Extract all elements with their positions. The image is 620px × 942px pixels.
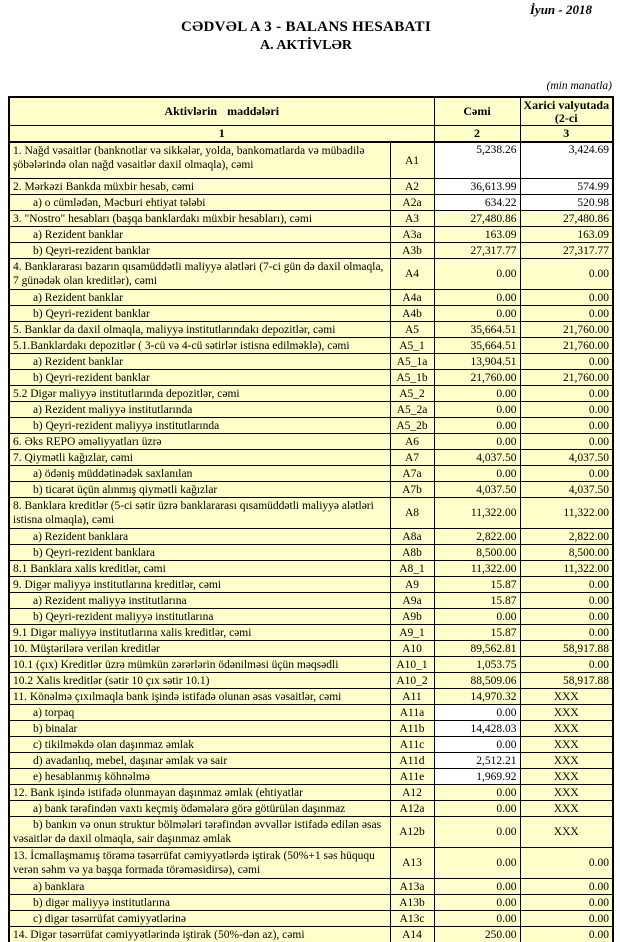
row-label: 7. Qiymətli kağızlar, cəmi <box>9 450 390 466</box>
row-foreign-currency-value: 0.00 <box>520 577 613 593</box>
table-row <box>9 370 613 386</box>
row-code: A13a <box>390 879 434 895</box>
row-total-value: 0.00 <box>434 418 520 434</box>
row-foreign-currency-value: 0.00 <box>520 848 613 879</box>
row-code: A8_1 <box>390 561 434 577</box>
row-total-value: 2,822.00 <box>434 529 520 545</box>
row-label: a) o cümlədən, Məcburi ehtiyat tələbi <box>9 195 390 211</box>
row-code: A3a <box>390 227 434 243</box>
row-total-value: 0.00 <box>434 817 520 848</box>
row-label: b) Qeyri-rezident maliyyə institutlarında <box>9 418 390 434</box>
row-label: a) Rezident maliyyə institutlarına <box>9 593 390 609</box>
row-foreign-currency-value: 0.00 <box>520 895 613 911</box>
row-label: 10.2 Xalis kreditlər (sətir 10 çıx sətir 10.1) <box>9 673 390 689</box>
row-total-value: 0.00 <box>434 290 520 306</box>
row-foreign-currency-value: 11,322.00 <box>520 498 613 529</box>
row-label: a) Rezident banklar <box>9 354 390 370</box>
row-total-value: 27,317.77 <box>434 243 520 259</box>
row-label: a) Rezident banklar <box>9 290 390 306</box>
row-foreign-currency-value: 11,322.00 <box>520 561 613 577</box>
row-label: a) Rezident banklara <box>9 529 390 545</box>
table-row <box>9 753 613 769</box>
row-code: A10_2 <box>390 673 434 689</box>
row-foreign-currency-value: 21,760.00 <box>520 370 613 386</box>
row-total-value: 5,238.26 <box>434 142 520 179</box>
row-foreign-currency-value: 3,424.69 <box>520 142 613 179</box>
table-row <box>9 322 613 338</box>
row-code: A9_1 <box>390 625 434 641</box>
table-row <box>9 593 613 609</box>
table-row <box>9 817 613 848</box>
row-label: a) banklara <box>9 879 390 895</box>
row-code: A13c <box>390 911 434 927</box>
row-label: 5. Banklar da daxil olmaqla, maliyyə institutlarındakı depozitlər, cəmi <box>9 322 390 338</box>
row-label: a) Rezident maliyyə institutlarında <box>9 402 390 418</box>
row-total-value: 0.00 <box>434 895 520 911</box>
row-foreign-currency-value: 0.00 <box>520 879 613 895</box>
row-label: a) torpaq <box>9 705 390 721</box>
row-code: A12a <box>390 801 434 817</box>
row-total-value: 88,509.06 <box>434 673 520 689</box>
row-total-value: 15.87 <box>434 625 520 641</box>
row-total-value: 35,664.51 <box>434 338 520 354</box>
row-label: 9. Digər maliyyə institutlarına kreditlər, cəmi <box>9 577 390 593</box>
row-label: 6. Əks REPO əməliyyatları üzrə <box>9 434 390 450</box>
table-row <box>9 418 613 434</box>
table-row <box>9 338 613 354</box>
table-row <box>9 498 613 529</box>
row-foreign-currency-value: 0.00 <box>520 418 613 434</box>
row-label: c) tikilməkdə olan daşınmaz əmlak <box>9 737 390 753</box>
row-foreign-currency-value: 27,317.77 <box>520 243 613 259</box>
row-code: A11a <box>390 705 434 721</box>
row-total-value: 0.00 <box>434 466 520 482</box>
row-total-value: 11,322.00 <box>434 561 520 577</box>
row-total-value: 0.00 <box>434 306 520 322</box>
row-label: a) Rezident banklar <box>9 227 390 243</box>
row-foreign-currency-value: 0.00 <box>520 259 613 290</box>
row-total-value: 0.00 <box>434 705 520 721</box>
row-total-value: 15.87 <box>434 577 520 593</box>
title-block <box>0 19 612 54</box>
row-label: 8. Banklara kreditlər (5-ci sətir üzrə banklararası qısamüddətli maliyyə alətləri istisna olmaqla), cəmi <box>9 498 390 529</box>
row-total-value: 1,053.75 <box>434 657 520 673</box>
row-label: b) bankın və onun struktur bölmələri tərəfindən əvvəllər istifadə edilən əsas vəsaitlər də daxil olmaqla, sair daşınmaz əmlak <box>9 817 390 848</box>
row-label: d) avadanlıq, mebel, daşınar əmlak və sair <box>9 753 390 769</box>
row-label: 12. Bank işində istifadə olunmayan daşınmaz əmlak (ehtiyatlar <box>9 785 390 801</box>
column-number-row <box>9 126 613 143</box>
table-header-row <box>9 97 613 126</box>
row-foreign-currency-value: 8,500.00 <box>520 545 613 561</box>
row-foreign-currency-value: 574.99 <box>520 179 613 195</box>
row-total-value: 8,500.00 <box>434 545 520 561</box>
row-total-value: 0.00 <box>434 848 520 879</box>
table-row <box>9 545 613 561</box>
row-code: A10 <box>390 641 434 657</box>
table-row <box>9 402 613 418</box>
row-code: A5_1b <box>390 370 434 386</box>
row-total-value: 0.00 <box>434 785 520 801</box>
table-row <box>9 705 613 721</box>
row-total-value: 13,904.51 <box>434 354 520 370</box>
row-label: b) Qeyri-rezident banklar <box>9 243 390 259</box>
row-label: 10.1 (çıx) Kreditlər üzrə mümkün zərərlərin ödənilməsi üçün məqsədli <box>9 657 390 673</box>
row-total-value: 14,428.03 <box>434 721 520 737</box>
row-foreign-currency-value: 2,822.00 <box>520 529 613 545</box>
row-foreign-currency-value: XXX <box>520 769 613 785</box>
header-total: Cəmi <box>434 97 520 126</box>
table-row <box>9 466 613 482</box>
row-code: A6 <box>390 434 434 450</box>
row-total-value: 0.00 <box>434 737 520 753</box>
row-label: 13. İcmallaşmamış törəmə təsərrüfat cəmiyyətlərdə iştirak (50%+1 səs hüququ verən səhm və ya başqa formada törəməsidirsə), cəmi <box>9 848 390 879</box>
row-total-value: 0.00 <box>434 386 520 402</box>
row-foreign-currency-value: XXX <box>520 801 613 817</box>
table-row <box>9 195 613 211</box>
table-row <box>9 259 613 290</box>
row-total-value: 11,322.00 <box>434 498 520 529</box>
table-row <box>9 434 613 450</box>
table-row <box>9 354 613 370</box>
row-foreign-currency-value: 0.00 <box>520 657 613 673</box>
row-total-value: 163.09 <box>434 227 520 243</box>
row-label: c) digər təsərrüfat cəmiyyətlərinə <box>9 911 390 927</box>
table-row <box>9 848 613 879</box>
table-row <box>9 801 613 817</box>
row-foreign-currency-value: 520.98 <box>520 195 613 211</box>
row-code: A8b <box>390 545 434 561</box>
row-code: A5 <box>390 322 434 338</box>
row-total-value: 36,613.99 <box>434 179 520 195</box>
row-label: 8.1 Banklara xalis kreditlər, cəmi <box>9 561 390 577</box>
row-code: A1 <box>390 142 434 179</box>
row-label: 5.1.Banklardakı depozitlər ( 3-cü və 4-cü sətirlər istisna edilməklə), cəmi <box>9 338 390 354</box>
balance-sheet-table <box>8 96 614 942</box>
row-code: A11 <box>390 689 434 705</box>
row-total-value: 14,970.32 <box>434 689 520 705</box>
row-label: b) Qeyri-rezident maliyyə institutlarına <box>9 609 390 625</box>
row-foreign-currency-value: 0.00 <box>520 306 613 322</box>
row-code: A12b <box>390 817 434 848</box>
row-foreign-currency-value: 0.00 <box>520 402 613 418</box>
table-row <box>9 625 613 641</box>
row-code: A5_2b <box>390 418 434 434</box>
row-foreign-currency-value: 0.00 <box>520 466 613 482</box>
table-row <box>9 895 613 911</box>
row-code: A11b <box>390 721 434 737</box>
row-code: A4 <box>390 259 434 290</box>
table-row <box>9 911 613 927</box>
page-title: CƏDVƏL A 3 - BALANS HESABATI <box>181 19 431 35</box>
row-foreign-currency-value: 27,480.86 <box>520 211 613 227</box>
row-label: 11. Könəlmə çıxılmaqla bank işində istifadə olunan əsas vəsaitlər, cəmi <box>9 689 390 705</box>
row-label: b) ticarət üçün alınmış qiymətli kağızlar <box>9 482 390 498</box>
row-total-value: 0.00 <box>434 434 520 450</box>
table-row <box>9 769 613 785</box>
row-code: A7 <box>390 450 434 466</box>
row-code: A9 <box>390 577 434 593</box>
row-code: A9a <box>390 593 434 609</box>
row-foreign-currency-value: 0.00 <box>520 593 613 609</box>
row-code: A7b <box>390 482 434 498</box>
row-label: b) binalar <box>9 721 390 737</box>
column-number-3: 3 <box>520 126 613 143</box>
row-total-value: 2,512.21 <box>434 753 520 769</box>
row-label: e) hesablanmış köhnəlmə <box>9 769 390 785</box>
row-total-value: 4,037.50 <box>434 482 520 498</box>
row-foreign-currency-value: XXX <box>520 785 613 801</box>
row-foreign-currency-value: 0.00 <box>520 354 613 370</box>
row-code: A2 <box>390 179 434 195</box>
row-total-value: 21,760.00 <box>434 370 520 386</box>
row-foreign-currency-value: 0.00 <box>520 625 613 641</box>
row-code: A4a <box>390 290 434 306</box>
row-foreign-currency-value: XXX <box>520 817 613 848</box>
row-foreign-currency-value: 58,917.88 <box>520 673 613 689</box>
row-code: A9b <box>390 609 434 625</box>
row-code: A8 <box>390 498 434 529</box>
row-label: b) Qeyri-rezident banklar <box>9 370 390 386</box>
table-row <box>9 227 613 243</box>
table-row <box>9 243 613 259</box>
row-total-value: 89,562.81 <box>434 641 520 657</box>
row-code: A13b <box>390 895 434 911</box>
table-row <box>9 561 613 577</box>
row-total-value: 0.00 <box>434 879 520 895</box>
row-foreign-currency-value: 4,037.50 <box>520 482 613 498</box>
row-foreign-currency-value: XXX <box>520 753 613 769</box>
row-code: A7a <box>390 466 434 482</box>
row-foreign-currency-value: 21,760.00 <box>520 322 613 338</box>
row-foreign-currency-value: 58,917.88 <box>520 641 613 657</box>
row-total-value: 1,969.92 <box>434 769 520 785</box>
table-row <box>9 721 613 737</box>
row-total-value: 0.00 <box>434 402 520 418</box>
row-label: 4. Banklararası bazarın qısamüddətli maliyyə alətləri (7-ci gün də daxil olmaqla, 7 günədək olan kreditlər), cəmi <box>9 259 390 290</box>
row-code: A4b <box>390 306 434 322</box>
table-row <box>9 179 613 195</box>
row-total-value: 35,664.51 <box>434 322 520 338</box>
row-label: b) digər maliyyə institutlarına <box>9 895 390 911</box>
table-row <box>9 386 613 402</box>
table-row <box>9 290 613 306</box>
row-total-value: 634.22 <box>434 195 520 211</box>
row-total-value: 0.00 <box>434 911 520 927</box>
table-row <box>9 689 613 705</box>
row-code: A10_1 <box>390 657 434 673</box>
row-code: A2a <box>390 195 434 211</box>
row-label: 9.1 Digər maliyyə institutlarına xalis kreditlər, cəmi <box>9 625 390 641</box>
row-code: A12 <box>390 785 434 801</box>
row-code: A8a <box>390 529 434 545</box>
row-label: a) ödəniş müddətinədək saxlanılan <box>9 466 390 482</box>
header-foreign: Xarici valyutada (2-ci <box>520 97 613 126</box>
column-number-1: 1 <box>9 126 434 143</box>
table-row <box>9 657 613 673</box>
header-items: Aktivlərin maddələri <box>9 97 434 126</box>
table-body <box>9 142 613 942</box>
row-foreign-currency-value: 0.00 <box>520 609 613 625</box>
row-code: A14 <box>390 927 434 942</box>
table-row <box>9 673 613 689</box>
table-row <box>9 609 613 625</box>
row-foreign-currency-value: 0.00 <box>520 434 613 450</box>
page-subtitle: A. AKTİVLƏR <box>259 38 353 53</box>
row-label: 3. "Nostro" hesabları (başqa banklardakı müxbir hesabları), cəmi <box>9 211 390 227</box>
row-total-value: 0.00 <box>434 801 520 817</box>
table-row <box>9 927 613 942</box>
row-label: 14. Digər təsərrüfat cəmiyyətlərində iştirak (50%-dən az), cəmi <box>9 927 390 942</box>
table-row <box>9 737 613 753</box>
row-foreign-currency-value: 0.00 <box>520 386 613 402</box>
table-row <box>9 211 613 227</box>
table-row <box>9 785 613 801</box>
row-foreign-currency-value: XXX <box>520 737 613 753</box>
row-label: 1. Nağd vəsaitlər (banknotlar və sikkələr, yolda, bankomatlarda və mübadilə şöbələrində olan nağd vəsaitlər daxil olmaqla), cəmi <box>9 142 390 179</box>
table-row <box>9 577 613 593</box>
row-code: A3 <box>390 211 434 227</box>
column-number-2: 2 <box>434 126 520 143</box>
table-row <box>9 142 613 179</box>
row-code: A11c <box>390 737 434 753</box>
row-foreign-currency-value: 0.00 <box>520 290 613 306</box>
row-foreign-currency-value: XXX <box>520 705 613 721</box>
row-label: b) Qeyri-rezident banklara <box>9 545 390 561</box>
row-foreign-currency-value: 163.09 <box>520 227 613 243</box>
row-code: A11d <box>390 753 434 769</box>
row-code: A3b <box>390 243 434 259</box>
row-code: A5_1a <box>390 354 434 370</box>
table-row <box>9 879 613 895</box>
row-total-value: 4,037.50 <box>434 450 520 466</box>
unit-note: (min manatla) <box>546 80 612 92</box>
row-code: A5_2 <box>390 386 434 402</box>
report-date: İyun - 2018 <box>529 2 592 17</box>
row-total-value: 27,480.86 <box>434 211 520 227</box>
table-head <box>9 97 613 142</box>
table-row <box>9 482 613 498</box>
table-row <box>9 641 613 657</box>
row-foreign-currency-value: 21,760.00 <box>520 338 613 354</box>
row-foreign-currency-value: 0.00 <box>520 911 613 927</box>
row-code: A5_2a <box>390 402 434 418</box>
row-total-value: 0.00 <box>434 609 520 625</box>
row-foreign-currency-value: XXX <box>520 689 613 705</box>
row-code: A13 <box>390 848 434 879</box>
table-row <box>9 529 613 545</box>
row-total-value: 15.87 <box>434 593 520 609</box>
table-row <box>9 306 613 322</box>
row-code: A5_1 <box>390 338 434 354</box>
row-label: 10. Müştərilərə verilən kreditlər <box>9 641 390 657</box>
row-foreign-currency-value: XXX <box>520 721 613 737</box>
row-code: A11e <box>390 769 434 785</box>
table-row <box>9 450 613 466</box>
row-total-value: 250.00 <box>434 927 520 942</box>
row-foreign-currency-value: 4,037.50 <box>520 450 613 466</box>
row-total-value: 0.00 <box>434 259 520 290</box>
row-label: 2. Mərkəzi Bankda müxbir hesab, cəmi <box>9 179 390 195</box>
row-label: b) Qeyri-rezident banklar <box>9 306 390 322</box>
row-label: 5.2 Digər maliyyə institutlarında depozitlər, cəmi <box>9 386 390 402</box>
row-foreign-currency-value: 0.00 <box>520 927 613 942</box>
row-label: a) bank tərəfindən vaxtı keçmiş ödəmələrə görə götürülən daşınmaz <box>9 801 390 817</box>
